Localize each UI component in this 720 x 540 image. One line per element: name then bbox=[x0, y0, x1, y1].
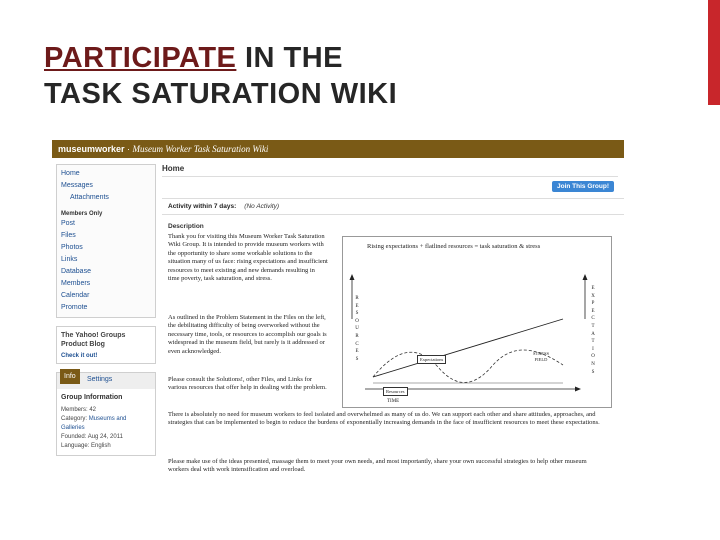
axis-letter: E bbox=[355, 349, 359, 355]
sidebar-item-post[interactable]: Post bbox=[61, 220, 76, 227]
sidebar-item-files[interactable]: Files bbox=[61, 232, 76, 239]
sidebar-nav bbox=[56, 164, 156, 318]
info-tabs bbox=[57, 373, 155, 389]
axis-letter: C bbox=[591, 316, 595, 322]
description-paragraph: Thank you for visiting this Museum Worker Task Saturation Wiki Group. It is intended to provide museum workers with the opportunity to share some workable solutions to the situation many of us face: rising expectations and insufficient resources to meet existing and new demands resulting in time poverty, task saturation, and stress. bbox=[168, 233, 328, 283]
axis-letter: O bbox=[591, 354, 595, 360]
blog-title: The Yahoo! Groups Product Blog bbox=[61, 332, 126, 348]
description-paragraph: There is absolutely no need for museum workers to feel isolated and overwhelmed as many of us do. We can support each other and share attitudes, approaches, and strategies that can be implemented to begin to reduce the burdens of exponentially increasing demands in the face of insufficient resources to meet these expectations. bbox=[168, 411, 600, 427]
axis-letter: R bbox=[355, 296, 359, 301]
activity-label: Activity within 7 days: bbox=[168, 203, 237, 210]
axis-letter: A bbox=[591, 331, 595, 337]
activity-value: (No Activity) bbox=[244, 203, 280, 210]
sidebar-item-messages[interactable]: Messages bbox=[61, 182, 93, 189]
expectations-line bbox=[373, 319, 563, 377]
stress-diagram bbox=[342, 236, 612, 408]
category-label: Category: bbox=[61, 416, 89, 422]
members-count: Members: 42 bbox=[61, 407, 97, 413]
tab-info[interactable]: Info bbox=[60, 369, 80, 384]
sidebar-item-photos[interactable]: Photos bbox=[61, 244, 83, 251]
group-header-bar bbox=[52, 140, 624, 158]
slide-title bbox=[44, 40, 397, 112]
description-label: Description bbox=[168, 223, 204, 230]
diagram-title: Rising expectations + flatlined resources = task saturation & stress bbox=[367, 243, 541, 250]
accent-bar bbox=[708, 0, 720, 105]
diagram-drawing bbox=[343, 237, 611, 407]
tab-settings[interactable]: Settings bbox=[87, 376, 113, 383]
expectations-arrowhead bbox=[583, 274, 588, 280]
title-line-2: TASK SATURATION WIKI bbox=[44, 78, 398, 110]
axis-letter: T bbox=[591, 339, 595, 345]
group-name: Museum Worker Task Saturation Wiki bbox=[132, 144, 269, 154]
axis-letter: S bbox=[591, 369, 595, 375]
description-paragraph: Please make use of the ideas presented, massage them to meet your own needs, and most importantly, share your own successful strategies to help other museum workers deal with work intensification and overload. bbox=[168, 458, 587, 474]
members-only-heading: Members Only bbox=[61, 211, 103, 217]
title-rest: IN THE bbox=[236, 42, 344, 74]
field-label: FIELD bbox=[534, 357, 548, 362]
resources-tag: Resources bbox=[383, 387, 408, 396]
category-link[interactable]: Museums and Galleries bbox=[61, 416, 127, 431]
axis-letter: P bbox=[591, 301, 595, 307]
sidebar-item-attachments[interactable]: Attachments bbox=[70, 194, 109, 201]
axis-letter: X bbox=[591, 293, 595, 299]
sidebar-item-database[interactable]: Database bbox=[61, 268, 91, 275]
axis-letter: S bbox=[355, 356, 359, 362]
resources-axis-label bbox=[353, 295, 361, 363]
axis-letter: T bbox=[591, 323, 595, 329]
axis-letter: I bbox=[592, 346, 594, 352]
axis-letter: O bbox=[355, 318, 359, 324]
axis-letter: N bbox=[591, 361, 595, 367]
expectations-axis-label bbox=[589, 285, 597, 376]
group-info-heading: Group Information bbox=[61, 394, 123, 401]
axis-letter: E bbox=[355, 303, 359, 309]
stress-label: STRESS bbox=[533, 351, 550, 356]
axis-letter: E bbox=[591, 308, 595, 314]
blog-link[interactable]: Check it out! bbox=[61, 353, 98, 359]
axis-letter: E bbox=[591, 286, 595, 291]
axis-letter: U bbox=[355, 326, 359, 332]
category-line bbox=[61, 415, 151, 433]
axis-letter: R bbox=[355, 333, 359, 339]
sidebar-item-promote[interactable]: Promote bbox=[61, 304, 88, 311]
sidebar-item-calendar[interactable]: Calendar bbox=[61, 292, 90, 299]
header-separator: · bbox=[124, 144, 133, 154]
founded-date: Founded: Aug 24, 2011 bbox=[61, 434, 123, 440]
language: Language: English bbox=[61, 443, 111, 449]
sidebar-item-links[interactable]: Links bbox=[61, 256, 78, 263]
time-label: TIME bbox=[387, 399, 400, 404]
time-arrow bbox=[575, 387, 581, 392]
axis-letter: S bbox=[355, 311, 359, 317]
join-group-button[interactable]: Join This Group! bbox=[552, 181, 614, 192]
page-title: Home bbox=[162, 164, 618, 177]
resources-arrowhead bbox=[350, 274, 355, 280]
description-paragraph: Please consult the Solutions!, other Files, and Links for various resources that offer help in dealing with the problem. bbox=[168, 376, 327, 392]
blog-promo bbox=[56, 326, 156, 364]
sidebar-item-members[interactable]: Members bbox=[61, 280, 91, 287]
stress-field-label bbox=[533, 351, 549, 363]
expectations-tag: Expectations bbox=[417, 355, 446, 364]
main-content bbox=[162, 164, 618, 474]
group-info bbox=[57, 389, 155, 455]
description-paragraph: As outlined in the Problem Statement in the Files on the left, the debilitating difficulty of being overworked without the necessary time, tools, or resources to accomplish our goals is widespread in the museum field, but rarely is it addressed or even acknowledged. bbox=[168, 314, 327, 355]
sidebar-item-home[interactable]: Home bbox=[61, 170, 80, 177]
wiki-screenshot bbox=[52, 140, 624, 482]
participate-link[interactable]: PARTICIPATE bbox=[44, 42, 237, 74]
axis-letter: C bbox=[355, 341, 359, 347]
activity-row bbox=[162, 198, 624, 215]
group-info-panel bbox=[56, 372, 156, 456]
sidebar bbox=[56, 164, 156, 456]
brand-name[interactable]: museumworker bbox=[58, 144, 125, 154]
